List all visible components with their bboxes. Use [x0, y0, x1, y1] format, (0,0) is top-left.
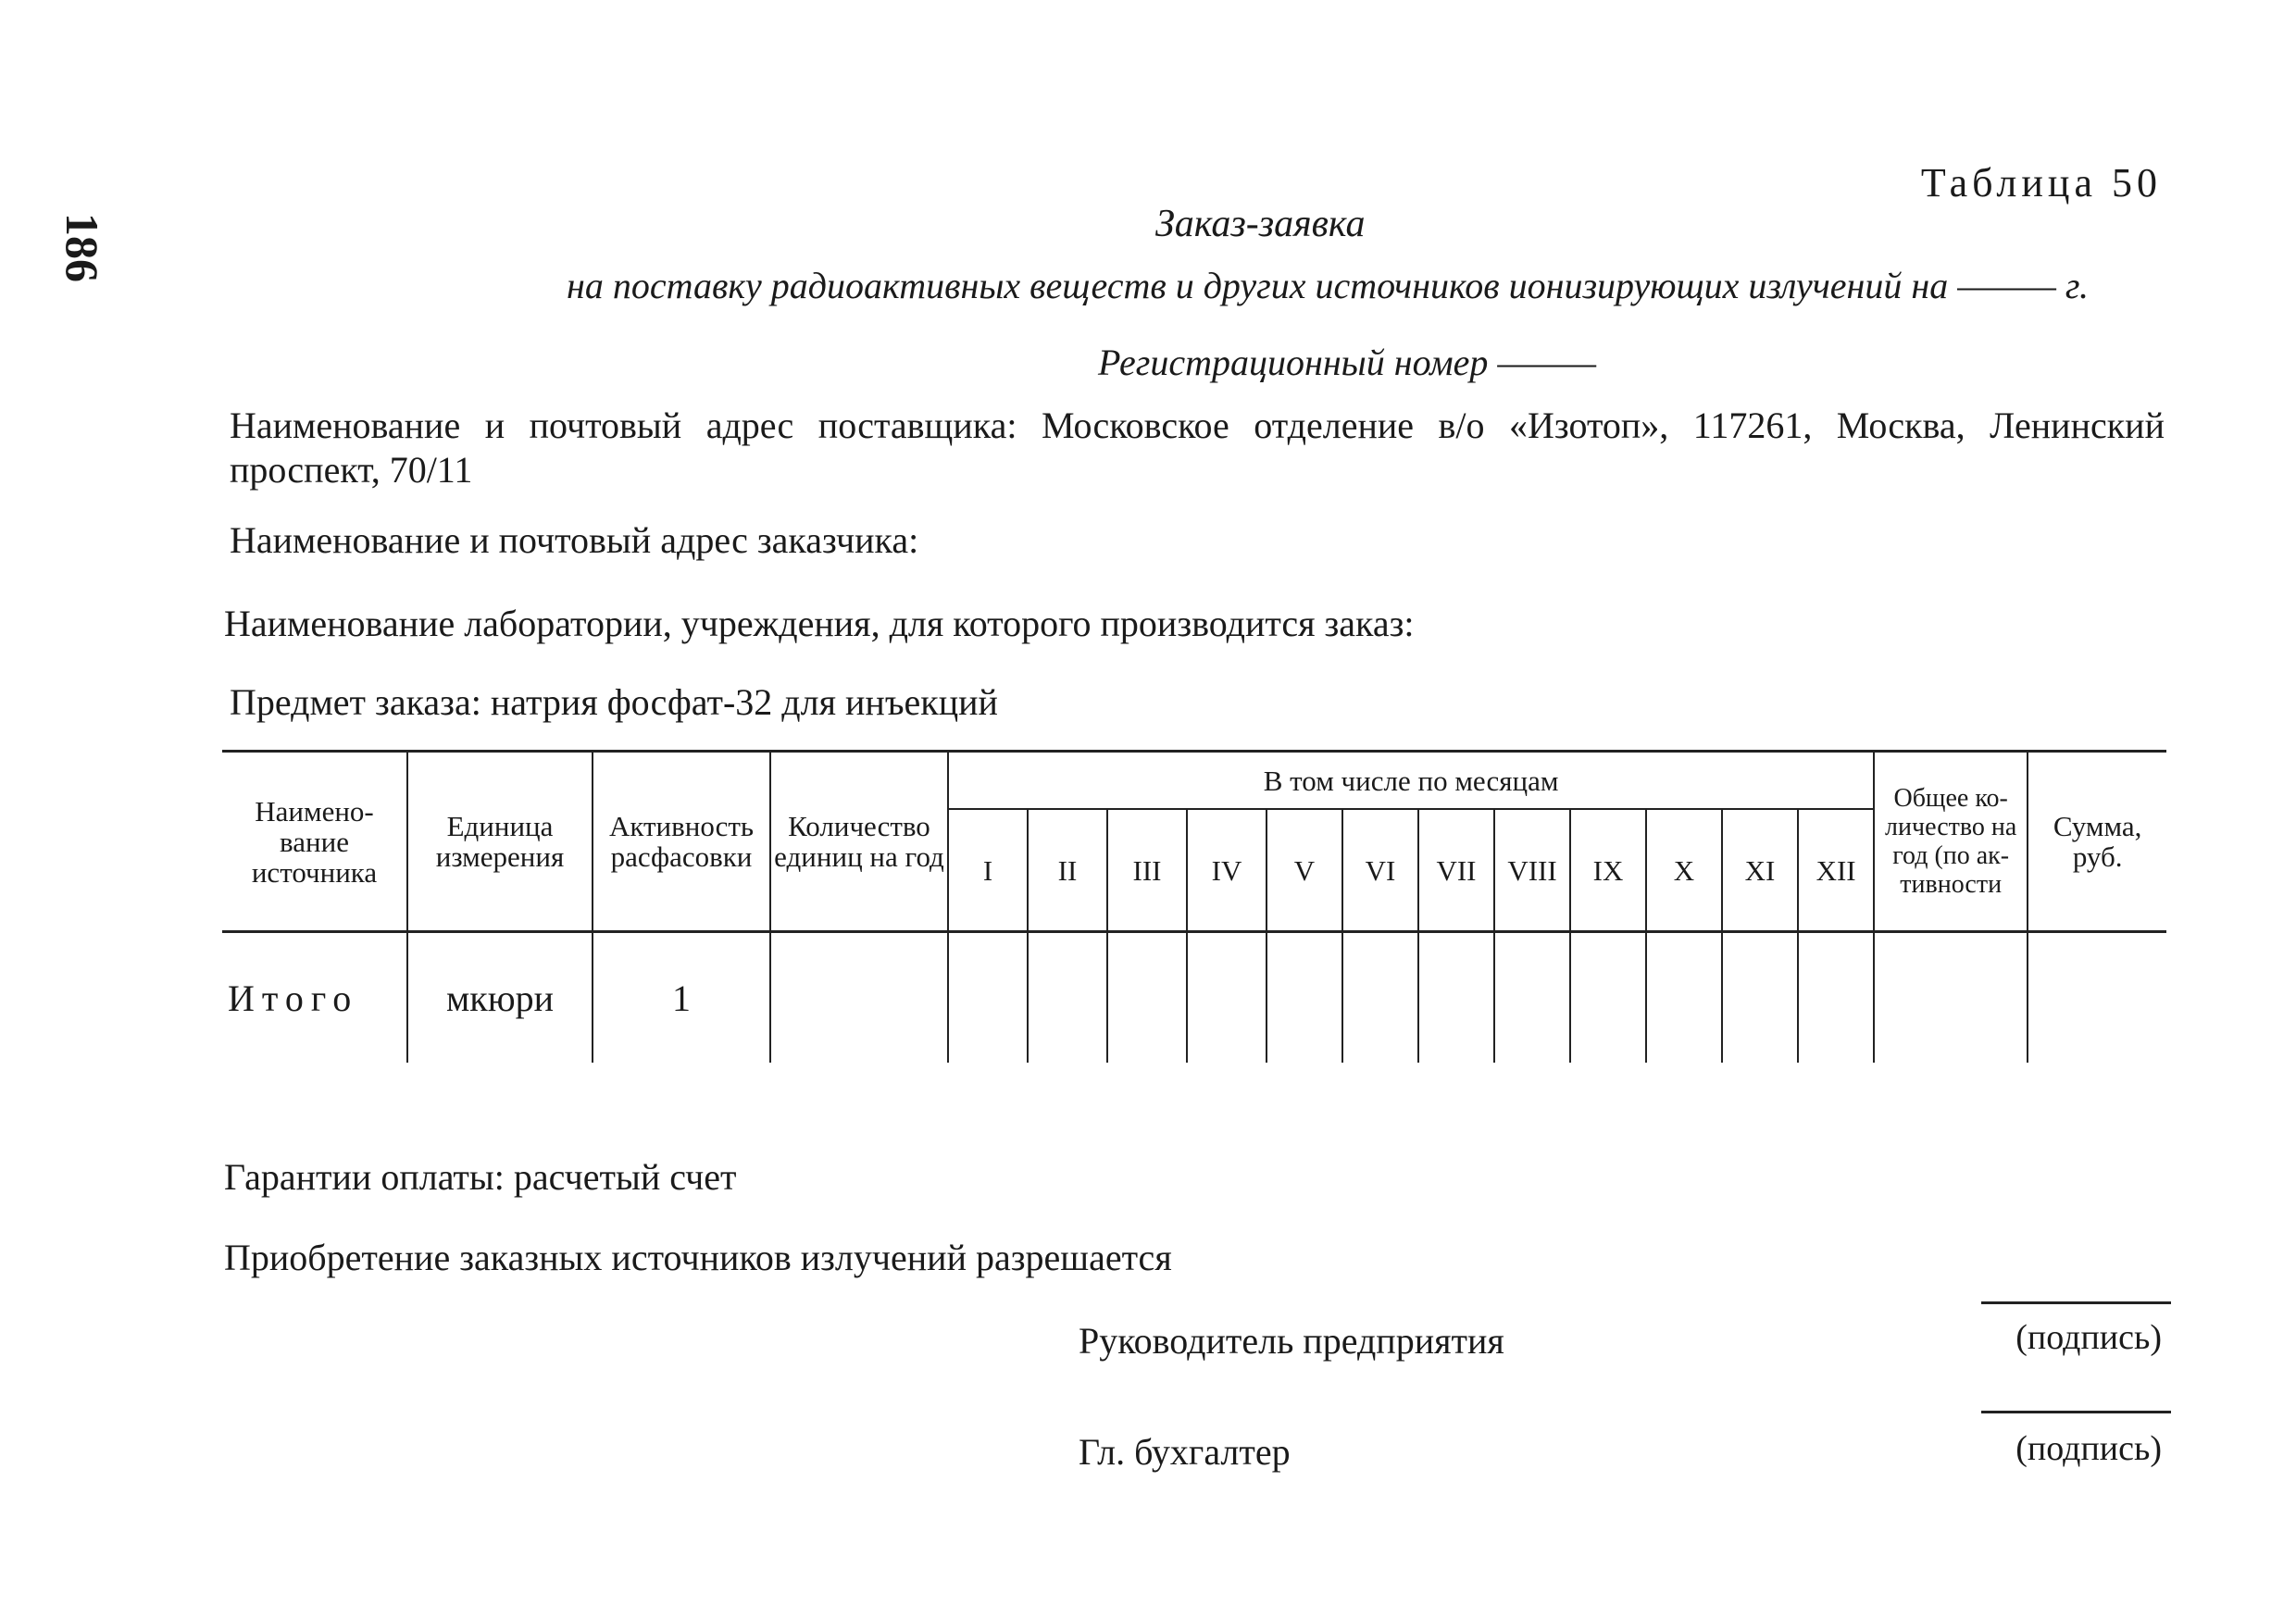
order-table	[222, 750, 2166, 1063]
registration-number: Регистрационный номер ———	[1098, 342, 1597, 383]
month-header: VII	[1418, 809, 1494, 932]
header-total-quantity: Общее ко-личество на год (по ак-тивности	[1874, 752, 2028, 932]
month-header: I	[948, 809, 1028, 932]
document-title: Заказ-заявка	[1155, 203, 1366, 245]
month-header: X	[1646, 809, 1722, 932]
order-subject: Предмет заказа: натрия фосфат-32 для инъекций	[230, 681, 998, 723]
month-header: IX	[1570, 809, 1646, 932]
header-sum: Сумма, руб.	[2028, 752, 2166, 932]
row-activity: 1	[593, 932, 770, 1064]
row-month-cell	[1418, 932, 1494, 1064]
row-month-cell	[1342, 932, 1418, 1064]
customer-address: Наименование и почтовый адрес заказчика:	[230, 519, 919, 561]
row-sum	[2028, 932, 2166, 1064]
row-month-cell	[1570, 932, 1646, 1064]
row-month-cell	[1187, 932, 1267, 1064]
header-quantity: Количество единиц на год	[770, 752, 948, 932]
month-header: XII	[1798, 809, 1874, 932]
row-month-cell	[1267, 932, 1342, 1064]
header-unit: Единица измерения	[407, 752, 593, 932]
table-row	[222, 932, 2166, 1064]
signature-line-director	[1981, 1301, 2171, 1304]
month-header: III	[1107, 809, 1187, 932]
supplier-line-2: проспект, 70/11	[230, 449, 473, 491]
signature-role-accountant: Гл. бухгалтер	[1079, 1431, 1291, 1473]
header-activity: Активность расфасовки	[593, 752, 770, 932]
row-month-cell	[1646, 932, 1722, 1064]
row-month-cell	[1798, 932, 1874, 1064]
page-number: 186	[56, 213, 108, 282]
month-header: XI	[1722, 809, 1798, 932]
payment-guarantee: Гарантии оплаты: расчетый счет	[224, 1156, 737, 1198]
supplier-line-1: Наименование и почтовый адрес поставщика: Московское отделение в/о «Изотоп», 117261, Москва, Ленинский	[230, 404, 2165, 446]
purchase-permission: Приобретение заказных источников излучений разрешается	[224, 1237, 1172, 1278]
document-subtitle: на поставку радиоактивных веществ и других источников ионизирующих излучений на ——— г.	[567, 265, 2090, 306]
header-by-months: В том числе по месяцам	[948, 752, 1874, 810]
row-month-cell	[1107, 932, 1187, 1064]
month-header: VI	[1342, 809, 1418, 932]
supplier-address	[230, 404, 2165, 492]
row-month-cell	[948, 932, 1028, 1064]
month-header: VIII	[1494, 809, 1570, 932]
table-label: Таблица 50	[1920, 160, 2162, 205]
row-quantity	[770, 932, 948, 1064]
row-total	[1874, 932, 2028, 1064]
header-source-name: Наимено-вание источника	[222, 752, 407, 932]
signature-caption-accountant: (подпись)	[2015, 1429, 2162, 1468]
month-header: V	[1267, 809, 1342, 932]
month-header: II	[1028, 809, 1107, 932]
signature-line-accountant	[1981, 1411, 2171, 1413]
row-month-cell	[1722, 932, 1798, 1064]
signature-caption-director: (подпись)	[2015, 1318, 2162, 1357]
row-unit: мкюри	[407, 932, 593, 1064]
row-month-cell	[1028, 932, 1107, 1064]
laboratory-name: Наименование лаборатории, учреждения, для которого производится заказ:	[224, 603, 1415, 644]
row-label: Итого	[222, 932, 407, 1064]
month-header: IV	[1187, 809, 1267, 932]
row-month-cell	[1494, 932, 1570, 1064]
signature-role-director: Руководитель предприятия	[1079, 1320, 1504, 1362]
